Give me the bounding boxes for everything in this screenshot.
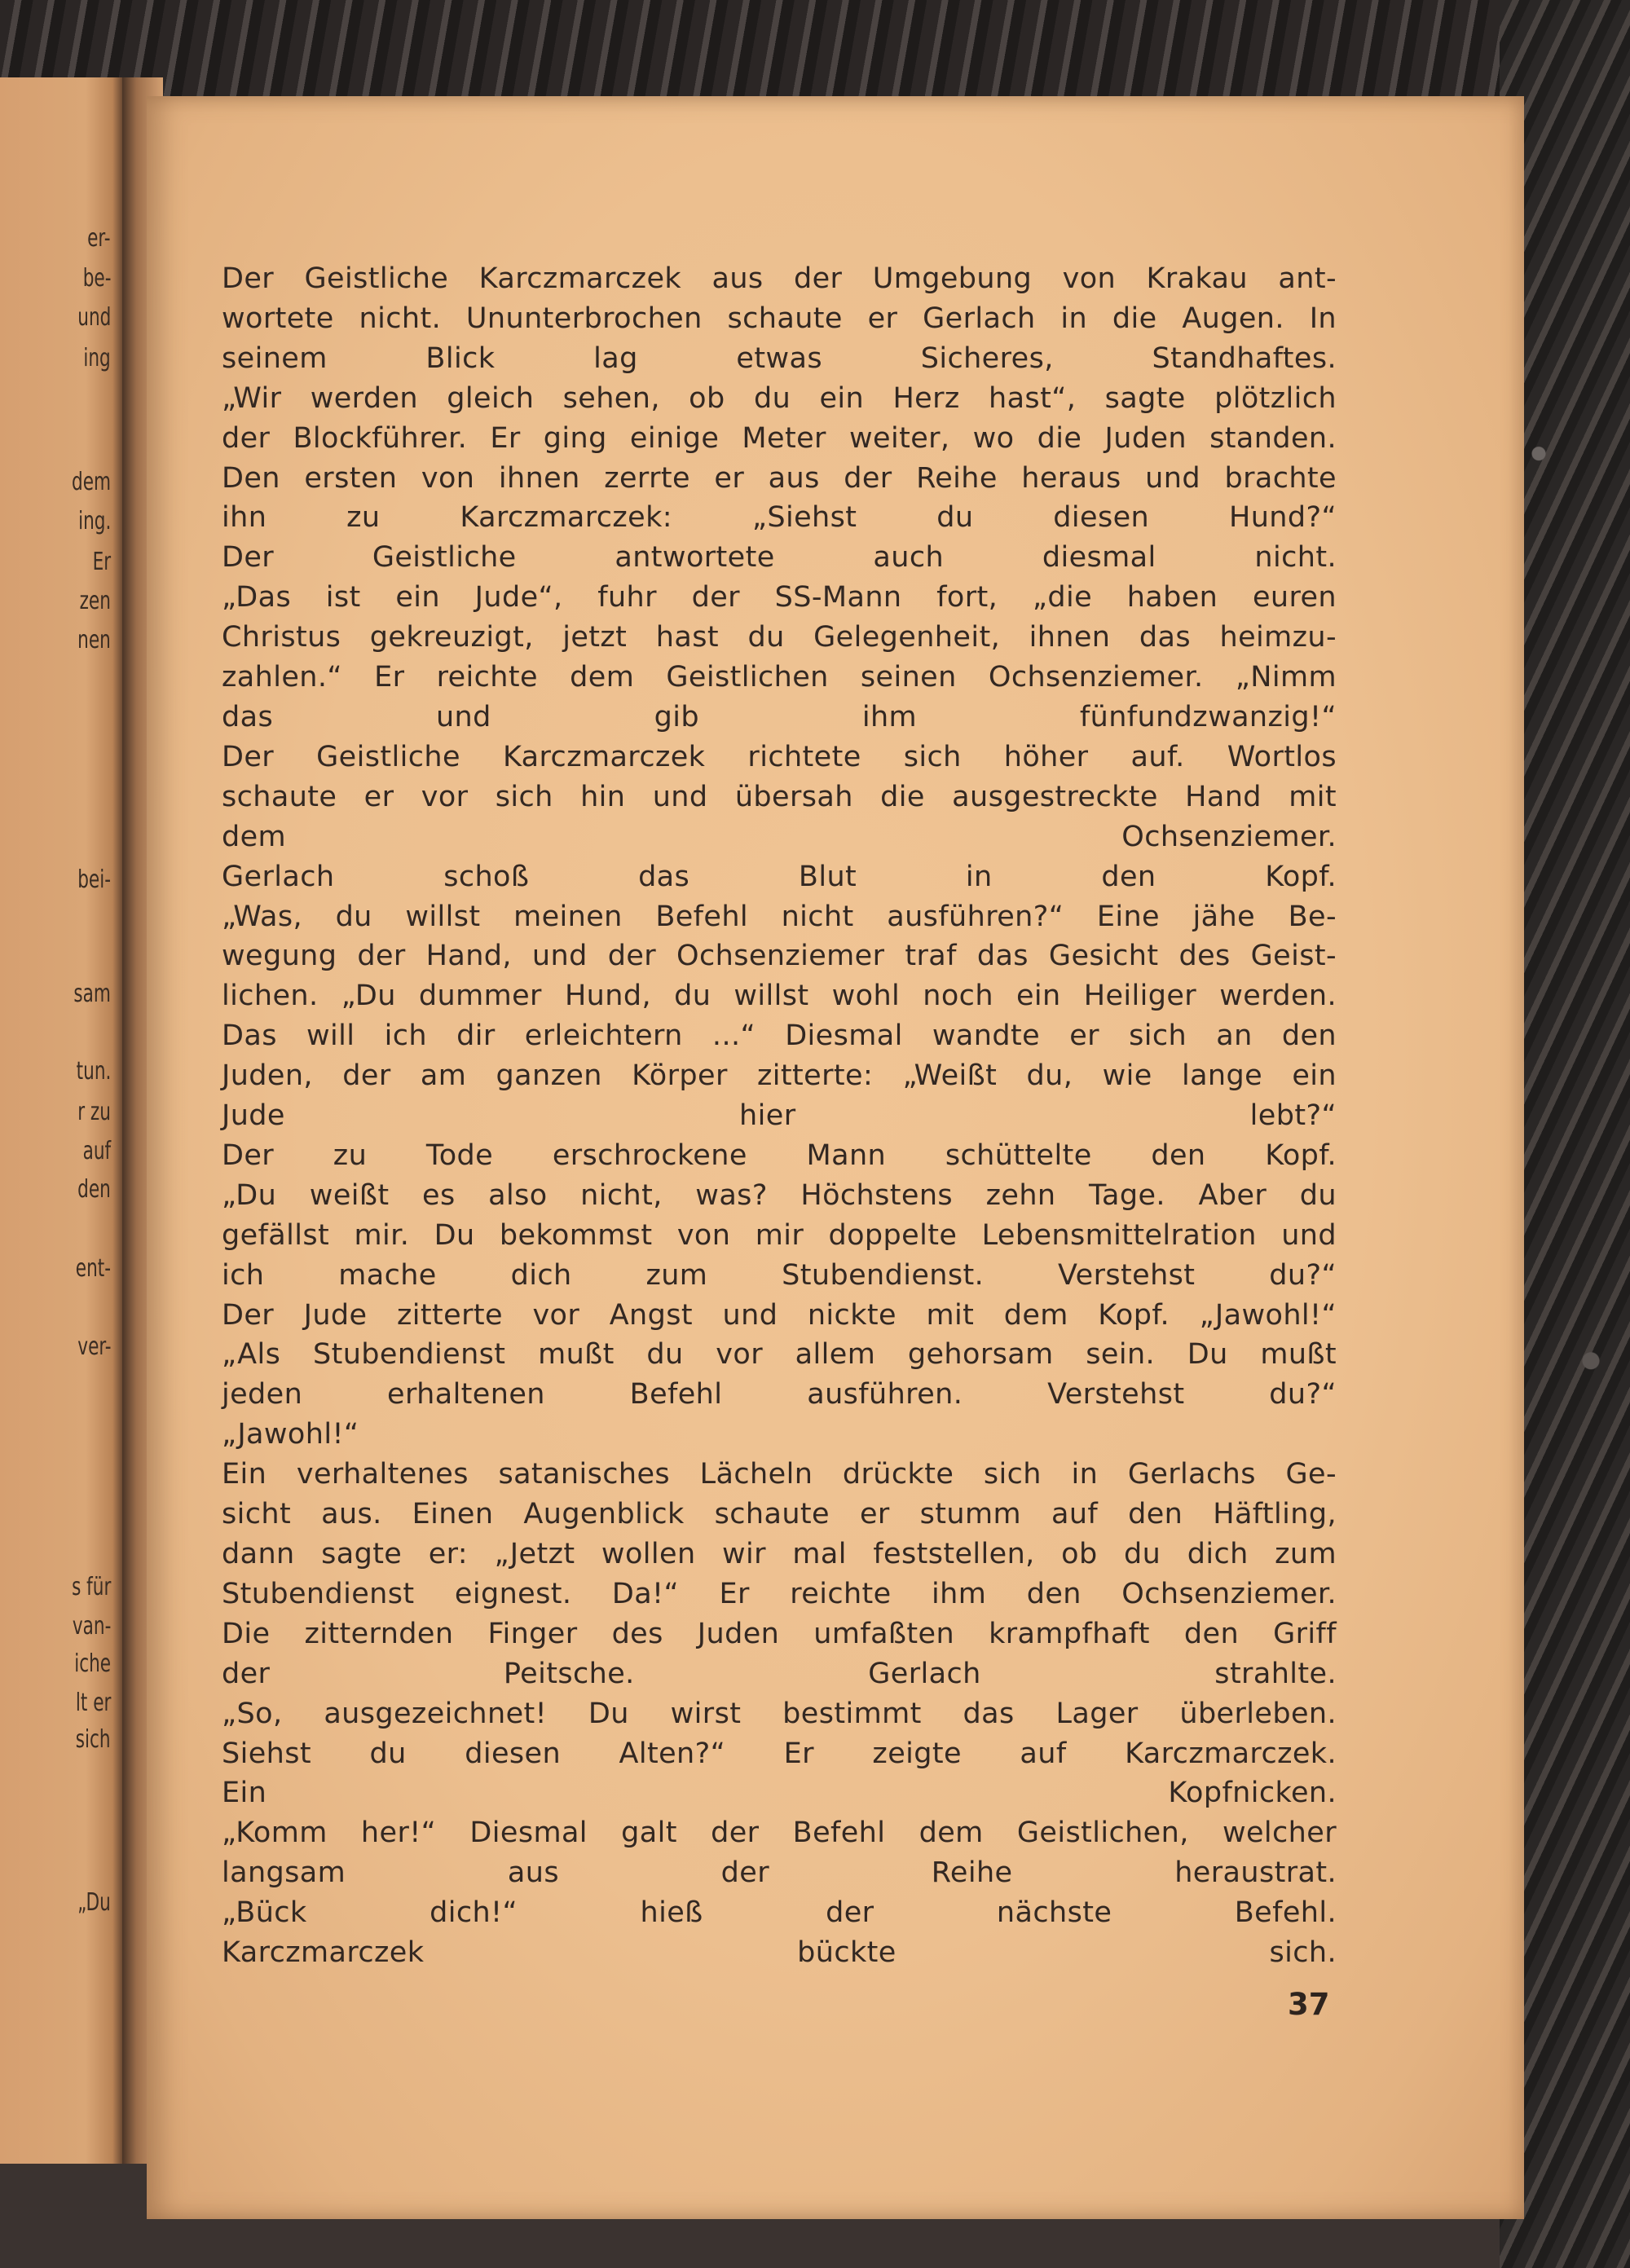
text-line: jeden erhaltenen Befehl ausführen. Verstehst du?“ <box>222 1378 1337 1411</box>
previous-page-fragment: nen <box>77 626 111 654</box>
text-line: „So, ausgezeichnet! Du wirst bestimmt das Lager überleben. <box>222 1697 1337 1730</box>
text-line: zahlen.“ Er reichte dem Geistlichen seinen Ochsenziemer. „Nimm <box>222 661 1337 694</box>
text-line: „Du weißt es also nicht, was? Höchstens zehn Tage. Aber du <box>222 1178 1337 1212</box>
text-line: Ein verhaltenes satanisches Lächeln drückte sich in Gerlachs Ge- <box>222 1458 1337 1491</box>
text-line: „Jawohl!“ <box>222 1418 359 1451</box>
text-line: wortete nicht. Ununterbrochen schaute er Gerlach in die Augen. In <box>222 302 1337 335</box>
previous-page-fragment: ver- <box>77 1332 111 1361</box>
text-line: Christus gekreuzigt, jetzt hast du Gelegenheit, ihnen das heimzu- <box>222 621 1337 654</box>
previous-page-fragment: dem <box>71 468 111 496</box>
previous-page-fragment: van- <box>72 1612 111 1640</box>
previous-page-fragment: ing <box>83 344 111 372</box>
text-line: der Peitsche. Gerlach strahlte. <box>222 1657 1337 1690</box>
text-line: Der Geistliche Karczmarczek aus der Umgebung von Krakau ant- <box>222 262 1337 295</box>
text-line: „Das ist ein Jude“, fuhr der SS-Mann fort, „die haben euren <box>222 581 1337 614</box>
text-line: „Wir werden gleich sehen, ob du ein Herz hast“, sagte plötzlich <box>222 381 1337 415</box>
previous-page-fragment: be- <box>82 264 111 293</box>
text-line: Der zu Tode erschrockene Mann schüttelte den Kopf. <box>222 1138 1337 1172</box>
previous-page-fragment: „Du <box>77 1888 111 1917</box>
previous-page-fragment: ing. <box>77 507 111 535</box>
previous-page-fragment: bei- <box>77 865 111 894</box>
text-line: Siehst du diesen Alten?“ Er zeigte auf Karczmarczek. <box>222 1737 1337 1770</box>
previous-page-fragment: auf <box>82 1137 111 1165</box>
book-page <box>147 96 1524 2219</box>
text-line: Der Jude zitterte vor Angst und nickte mit dem Kopf. „Jawohl!“ <box>222 1298 1337 1332</box>
previous-page-fragment: lt er <box>75 1689 111 1717</box>
previous-page-edge <box>0 77 122 2164</box>
previous-page-fragment: r zu <box>77 1098 111 1126</box>
previous-page-fragment: ent- <box>75 1254 111 1283</box>
previous-page-fragment: er- <box>87 224 111 253</box>
text-line: Gerlach schoß das Blut in den Kopf. <box>222 860 1337 893</box>
text-line: „Als Stubendienst mußt du vor allem gehorsam sein. Du mußt <box>222 1338 1337 1372</box>
text-line: Den ersten von ihnen zerrte er aus der Reihe heraus und brachte <box>222 461 1337 495</box>
text-line: ich mache dich zum Stubendienst. Verstehst du?“ <box>222 1258 1337 1292</box>
text-line: „Komm her!“ Diesmal galt der Befehl dem Geistlichen, welcher <box>222 1817 1337 1850</box>
text-line: Stubendienst eignest. Da!“ Er reichte ihm den Ochsenziemer. <box>222 1577 1337 1610</box>
text-line: der Blockführer. Er ging einige Meter weiter, wo die Juden standen. <box>222 421 1337 455</box>
text-line: „Was, du willst meinen Befehl nicht ausführen?“ Eine jähe Be- <box>222 900 1337 933</box>
text-line: ihn zu Karczmarczek: „Siehst du diesen Hund?“ <box>222 501 1337 535</box>
text-line: Der Geistliche antwortete auch diesmal nicht. <box>222 541 1337 575</box>
text-line: sicht aus. Einen Augenblick schaute er stumm auf den Häftling, <box>222 1498 1337 1531</box>
previous-page-fragment: iche <box>74 1649 111 1678</box>
page-body-text <box>222 259 1337 1973</box>
text-line: Das will ich dir erleichtern ...“ Diesmal wandte er sich an den <box>222 1019 1337 1053</box>
text-line: lichen. „Du dummer Hund, du willst wohl noch ein Heiliger werden. <box>222 980 1337 1013</box>
text-line: Der Geistliche Karczmarczek richtete sich höher auf. Wortlos <box>222 740 1337 773</box>
previous-page-fragment: sich <box>76 1725 111 1754</box>
text-line: seinem Blick lag etwas Sicheres, Standhaftes. <box>222 341 1337 375</box>
previous-page-fragment: zen <box>79 587 111 615</box>
text-line: dem Ochsenziemer. <box>222 820 1337 853</box>
previous-page-fragment: s für <box>71 1573 111 1601</box>
page-number: 37 <box>1288 1987 1330 2022</box>
text-line: gefällst mir. Du bekommst von mir doppelte Lebensmittelration und <box>222 1218 1337 1252</box>
text-line: das und gib ihm fünfundzwanzig!“ <box>222 700 1337 733</box>
previous-page-fragment: den <box>77 1175 111 1204</box>
text-line: schaute er vor sich hin und übersah die ausgestreckte Hand mit <box>222 780 1337 813</box>
text-line: Jude hier lebt?“ <box>222 1099 1337 1133</box>
text-line: Karczmarczek bückte sich. <box>222 1936 1337 1970</box>
previous-page-fragment: Er <box>92 548 111 576</box>
book-cover-top <box>0 0 1630 98</box>
text-line: Die zitternden Finger des Juden umfaßten krampfhaft den Griff <box>222 1617 1337 1650</box>
text-line: wegung der Hand, und der Ochsenziemer traf das Gesicht des Geist- <box>222 940 1337 973</box>
previous-page-fragment: und <box>77 303 111 332</box>
text-line: langsam aus der Reihe heraustrat. <box>222 1856 1337 1890</box>
text-line: dann sagte er: „Jetzt wollen wir mal feststellen, ob du dich zum <box>222 1538 1337 1570</box>
previous-page-fragment: tun. <box>76 1057 111 1086</box>
text-line: Ein Kopfnicken. <box>222 1777 1337 1810</box>
text-line: Juden, der am ganzen Körper zitterte: „Weißt du, wie lange ein <box>222 1059 1337 1093</box>
previous-page-fragment: sam <box>73 980 111 1008</box>
text-line: „Bück dich!“ hieß der nächste Befehl. <box>222 1896 1337 1930</box>
